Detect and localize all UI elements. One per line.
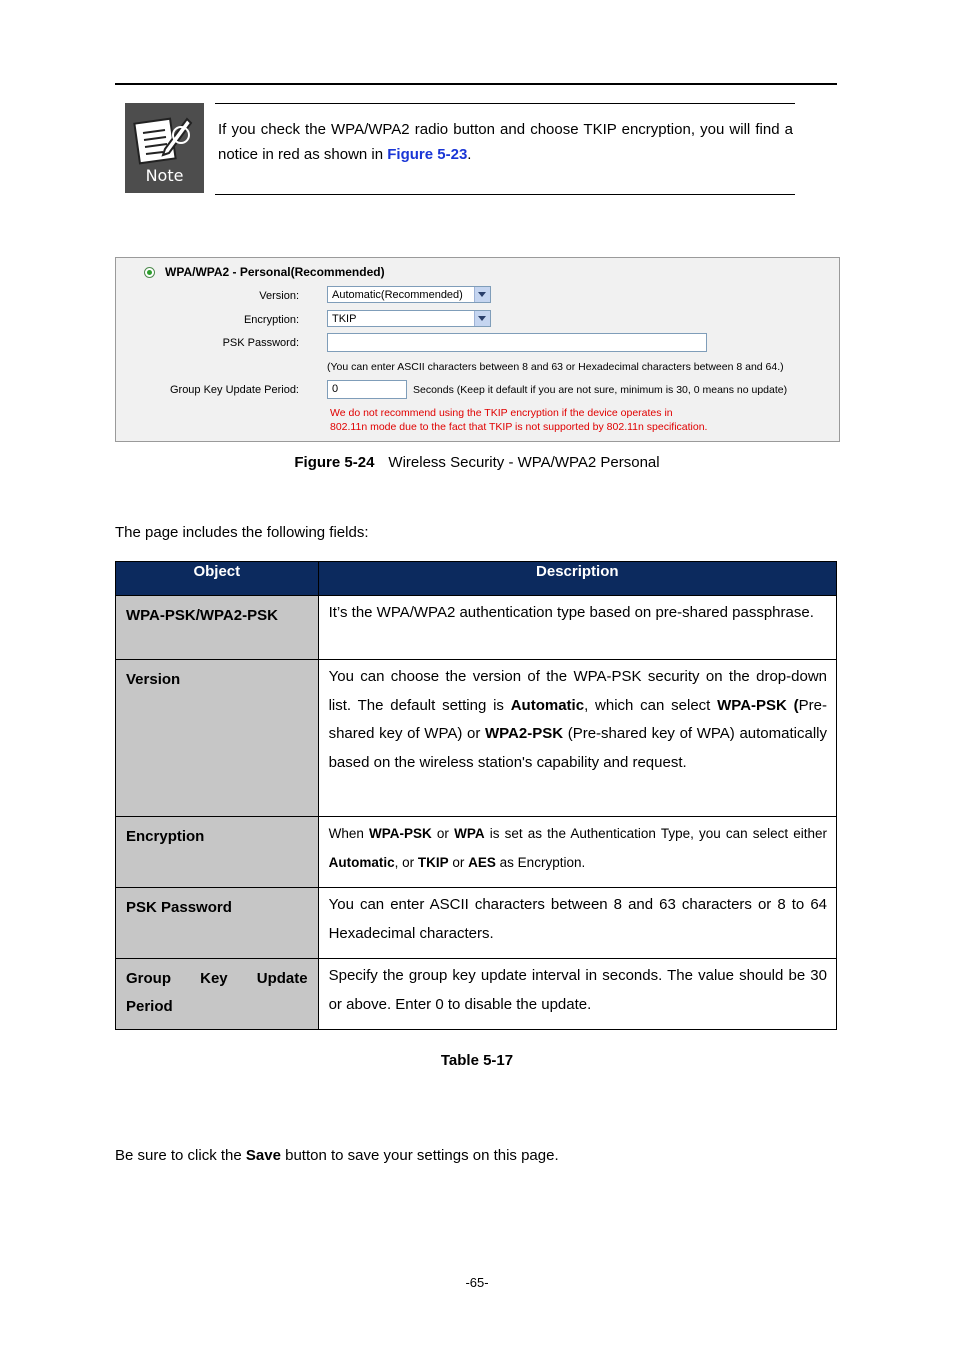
fields-table (115, 561, 837, 1030)
encryption-label: Encryption: (243, 314, 299, 326)
object-cell: Version (116, 660, 319, 817)
description-cell: It’s the WPA/WPA2 authentication type based on pre-shared passphrase. (318, 596, 836, 660)
table-row (116, 888, 837, 959)
group-key-input[interactable]: 0 (327, 380, 407, 399)
group-key-label: Group Key Update Period: (169, 384, 299, 396)
header-object: Object (116, 562, 319, 596)
description-cell: You can enter ASCII characters between 8 and 63 characters or 8 to 64 Hexadecimal characters. (318, 888, 836, 959)
description-cell: When WPA-PSK or WPA is set as the Authentication Type, you can select either Automatic, or TKIP or AES as Encryption. (318, 817, 836, 888)
note-top-rule (215, 103, 795, 104)
object-cell: Encryption (116, 817, 319, 888)
header-description: Description (318, 562, 836, 596)
object-cell: WPA-PSK/WPA2-PSK (116, 596, 319, 660)
wpa-personal-radio[interactable] (144, 267, 155, 278)
psk-password-label: PSK Password: (222, 337, 299, 349)
version-select[interactable]: Automatic(Recommended) (327, 286, 491, 303)
chevron-down-icon[interactable] (474, 287, 490, 302)
wpa-personal-panel (115, 257, 840, 442)
notepad-pencil-icon (133, 113, 195, 165)
page-number: -65- (465, 1275, 489, 1290)
table-caption: Table 5-17 (440, 1052, 514, 1069)
intro-text: The page includes the following fields: (115, 524, 369, 541)
table-row (116, 596, 837, 660)
closing-text: Be sure to click the Save button to save your settings on this page. (115, 1147, 559, 1164)
table-row (116, 817, 837, 888)
version-label: Version: (259, 290, 299, 302)
note-icon (125, 103, 204, 193)
tkip-warning: We do not recommend using the TKIP encryption if the device operates in 802.11n mode due to the fact that TKIP is not supported by 802.11n specification. (330, 407, 708, 433)
psk-password-input[interactable] (327, 333, 707, 352)
note-bottom-rule (215, 194, 795, 195)
chevron-down-icon[interactable] (474, 311, 490, 326)
figure-link[interactable]: Figure 5-23 (387, 146, 468, 163)
description-cell: You can choose the version of the WPA-PSK security on the drop-down list. The default setting is Automatic, which can select WPA-PSK (Pre-shared key of WPA) or WPA2-PSK (Pre-shared key of WPA) automatically based on the wireless station's capability and request. (318, 660, 836, 817)
object-cell: PSK Password (116, 888, 319, 959)
header-rule (115, 83, 837, 85)
panel-title: WPA/WPA2 - Personal(Recommended) (165, 265, 385, 279)
table-row (116, 959, 837, 1030)
note-text: If you check the WPA/WPA2 radio button and choose TKIP encryption, you will find a notice in red as shown in Figure 5-23. (218, 121, 793, 163)
object-cell: Group Key Update Period (116, 959, 319, 1030)
group-key-hint: Seconds (Keep it default if you are not sure, minimum is 30, 0 means no update) (413, 384, 788, 396)
figure-caption: Figure 5-24 Wireless Security - WPA/WPA2 Personal (294, 454, 660, 471)
table-header-row (116, 562, 837, 596)
description-cell: Specify the group key update interval in seconds. The value should be 30 or above. Enter 0 to disable the update. (318, 959, 836, 1030)
encryption-select[interactable]: TKIP (327, 310, 491, 327)
psk-hint: (You can enter ASCII characters between 8 and 63 or Hexadecimal characters between 8 and 64.) (327, 361, 784, 373)
table-row (116, 660, 837, 817)
note-label: Note (145, 166, 184, 185)
